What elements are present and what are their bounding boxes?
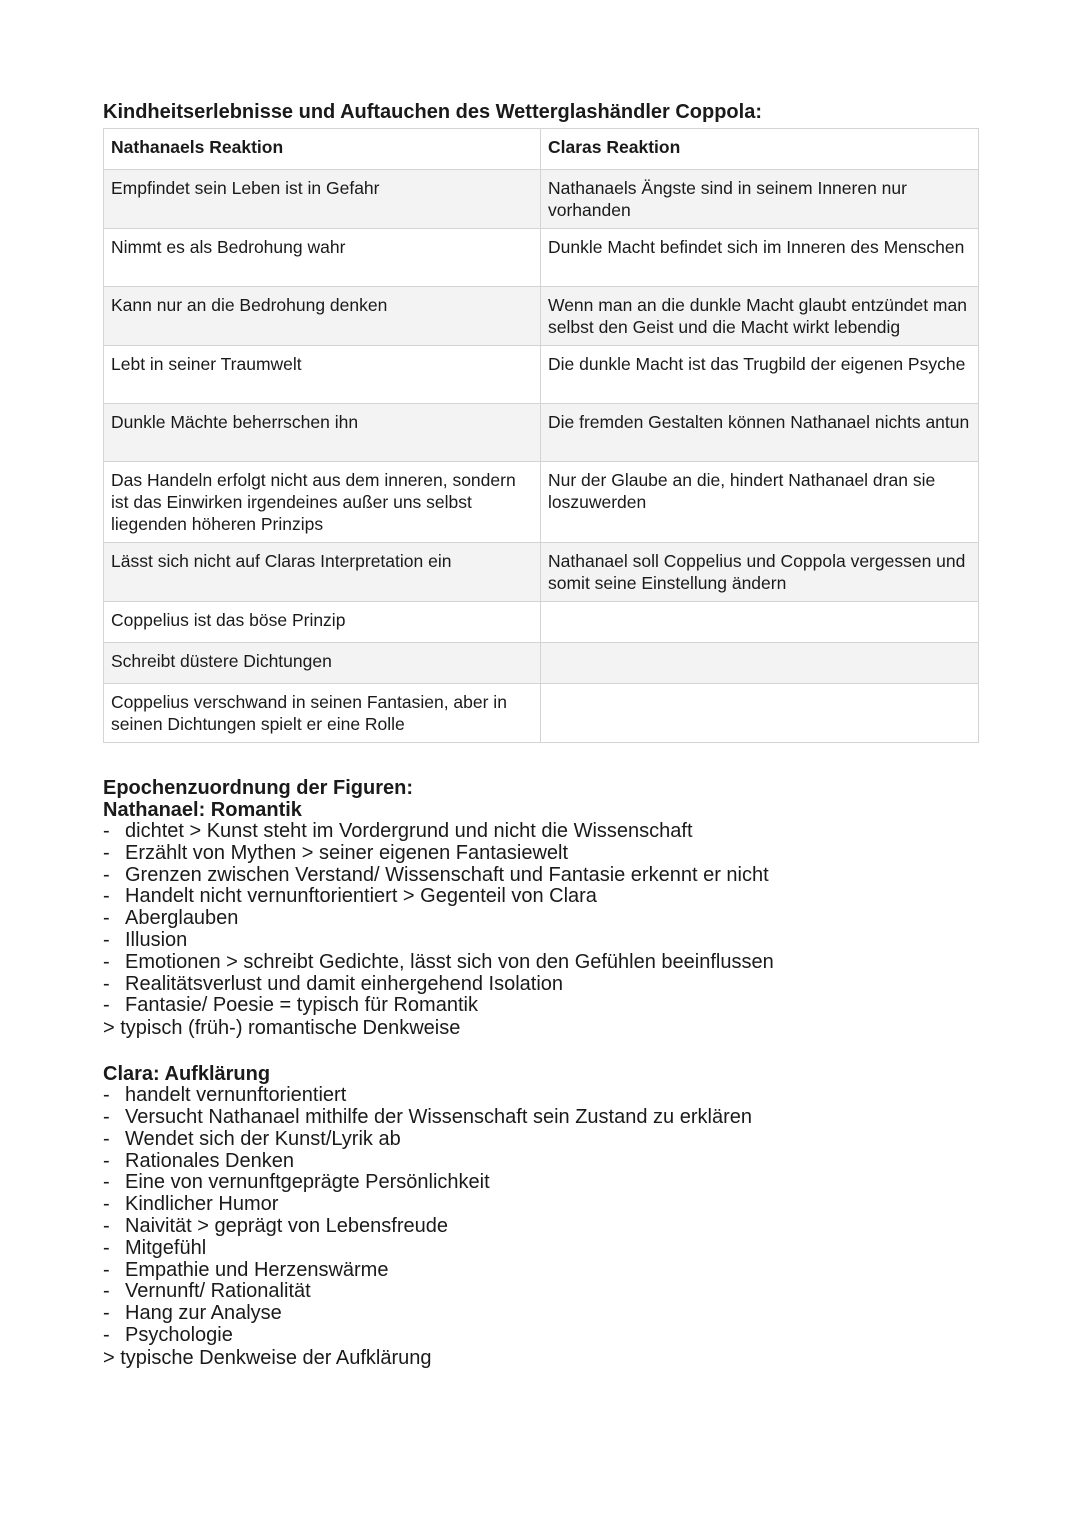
table-header-row: [104, 129, 979, 170]
clara-block: [103, 1063, 978, 1369]
nathanael-title: Nathanael: Romantik: [103, 799, 302, 821]
table-row: [104, 287, 979, 346]
table-cell-nathanael: Dunkle Mächte beherrschen ihn: [104, 404, 541, 462]
list-item: - Fantasie/ Poesie = typisch für Romantik: [103, 995, 978, 1017]
list-item: - dichtet > Kunst steht im Vordergrund und nicht die Wissenschaft: [103, 821, 978, 843]
list-item: - Eine von vernunftgeprägte Persönlichkeit: [103, 1172, 978, 1194]
list-item: - Wendet sich der Kunst/Lyrik ab: [103, 1129, 978, 1151]
reaction-table: [103, 128, 979, 743]
table-cell-nathanael: Lässt sich nicht auf Claras Interpretation ein: [104, 543, 541, 602]
column-header-nathanael: Nathanaels Reaktion: [104, 129, 541, 170]
table-row: [104, 462, 979, 543]
table-cell-nathanael: Nimmt es als Bedrohung wahr: [104, 229, 541, 287]
list-item: - Psychologie: [103, 1325, 978, 1347]
table-cell-clara: [541, 684, 979, 743]
nathanael-block: [103, 799, 978, 1039]
table-cell-clara: Die fremden Gestalten können Nathanael nichts antun: [541, 404, 979, 462]
table-section-title: Kindheitserlebnisse und Auftauchen des Wetterglashändler Coppola:: [103, 101, 762, 123]
table-row: [104, 543, 979, 602]
table-cell-clara: [541, 602, 979, 643]
table-cell-clara: Die dunkle Macht ist das Trugbild der eigenen Psyche: [541, 346, 979, 404]
list-item: - Handelt nicht vernunftorientiert > Gegenteil von Clara: [103, 886, 978, 908]
table-row: [104, 346, 979, 404]
list-item: - Aberglauben: [103, 908, 978, 930]
table-cell-nathanael: Schreibt düstere Dichtungen: [104, 643, 541, 684]
list-item: - Versucht Nathanael mithilfe der Wissenschaft sein Zustand zu erklären: [103, 1107, 978, 1129]
document-page: [103, 100, 978, 1369]
table-row: [104, 643, 979, 684]
table-row: [104, 684, 979, 743]
table-cell-nathanael: Lebt in seiner Traumwelt: [104, 346, 541, 404]
list-item: - Rationales Denken: [103, 1151, 978, 1173]
epochen-title: Epochenzuordnung der Figuren:: [103, 777, 413, 799]
table-cell-clara: Wenn man an die dunkle Macht glaubt entzündet man selbst den Geist und die Macht wirkt lebendig: [541, 287, 979, 346]
table-row: [104, 602, 979, 643]
epochen-section: [103, 777, 978, 1369]
clara-list: [103, 1085, 978, 1347]
table-cell-nathanael: Das Handeln erfolgt nicht aus dem inneren, sondern ist das Einwirken irgendeines außer uns selbst liegenden höheren Prinzips: [104, 462, 541, 543]
nathanael-list: [103, 821, 978, 1017]
table-cell-nathanael: Coppelius verschwand in seinen Fantasien, aber in seinen Dichtungen spielt er eine Rolle: [104, 684, 541, 743]
list-item: - Kindlicher Humor: [103, 1194, 978, 1216]
table-cell-clara: Nathanael soll Coppelius und Coppola vergessen und somit seine Einstellung ändern: [541, 543, 979, 602]
table-cell-clara: Nur der Glaube an die, hindert Nathanael dran sie loszuwerden: [541, 462, 979, 543]
list-item: - Hang zur Analyse: [103, 1303, 978, 1325]
table-cell-nathanael: Kann nur an die Bedrohung denken: [104, 287, 541, 346]
list-item: - Emotionen > schreibt Gedichte, lässt sich von den Gefühlen beeinflussen: [103, 952, 978, 974]
table-cell-clara: Nathanaels Ängste sind in seinem Inneren nur vorhanden: [541, 170, 979, 229]
table-cell-clara: [541, 643, 979, 684]
list-item: - Naivität > geprägt von Lebensfreude: [103, 1216, 978, 1238]
list-item: - Realitätsverlust und damit einhergehend Isolation: [103, 974, 978, 996]
list-item: - handelt vernunftorientiert: [103, 1085, 978, 1107]
list-item: - Mitgefühl: [103, 1238, 978, 1260]
nathanael-conclusion: > typisch (früh-) romantische Denkweise: [103, 1017, 461, 1040]
list-item: - Illusion: [103, 930, 978, 952]
list-item: - Erzählt von Mythen > seiner eigenen Fantasiewelt: [103, 843, 978, 865]
table-row: [104, 229, 979, 287]
list-item: - Grenzen zwischen Verstand/ Wissenschaft und Fantasie erkennt er nicht: [103, 865, 978, 887]
list-item: - Empathie und Herzenswärme: [103, 1260, 978, 1282]
list-item: - Vernunft/ Rationalität: [103, 1281, 978, 1303]
table-cell-clara: Dunkle Macht befindet sich im Inneren des Menschen: [541, 229, 979, 287]
clara-conclusion: > typische Denkweise der Aufklärung: [103, 1346, 432, 1369]
table-cell-nathanael: Empfindet sein Leben ist in Gefahr: [104, 170, 541, 229]
table-row: [104, 170, 979, 229]
table-row: [104, 404, 979, 462]
clara-title: Clara: Aufklärung: [103, 1063, 271, 1086]
column-header-clara: Claras Reaktion: [541, 129, 979, 170]
table-cell-nathanael: Coppelius ist das böse Prinzip: [104, 602, 541, 643]
